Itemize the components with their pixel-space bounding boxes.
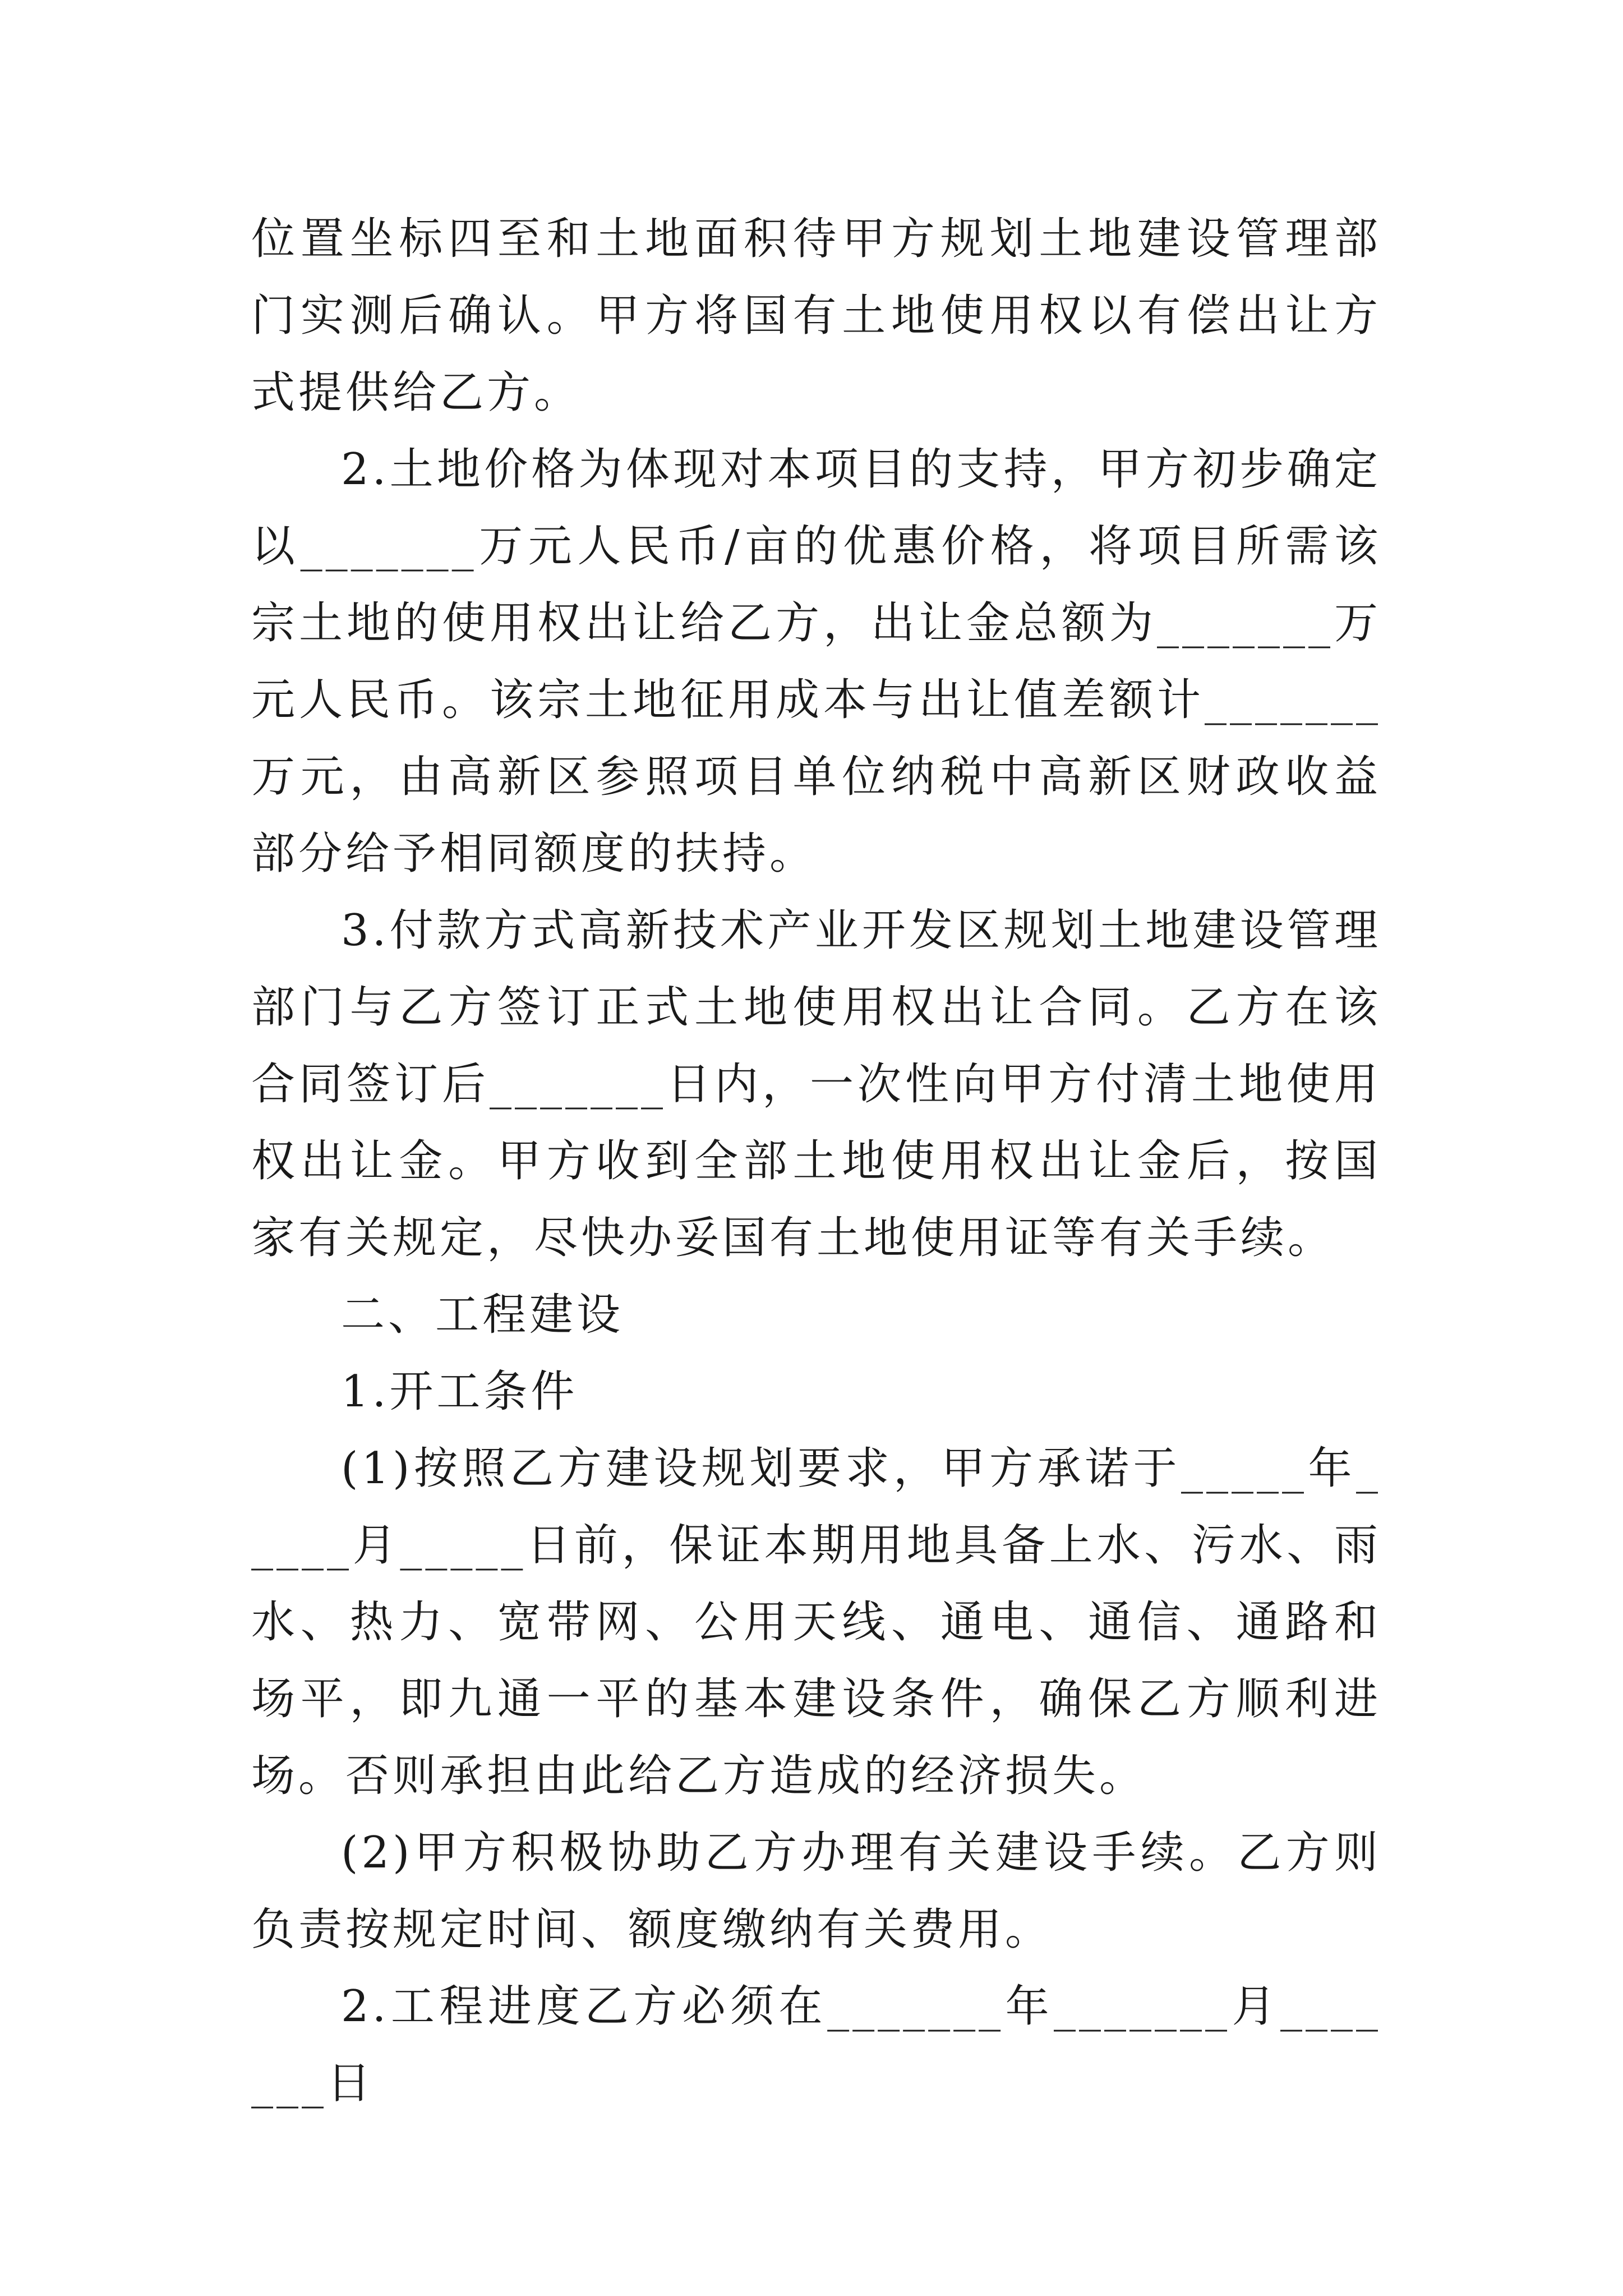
section-heading-construction: 二、工程建设: [341, 1290, 624, 1340]
paragraph-land-price: 2.土地价格为体现对本项目的支持，甲方初步确定以_______万元人民币/亩的优惠价格，将项目所需该宗土地的使用权出让给乙方，出让金总额为_______万元人民币。该宗土地征用成本与出让值差额计_______万元，由高新区参照项目单位纳税中高新区财政收益部分给予相同额度的扶持。: [251, 444, 1381, 879]
paragraph-condition-1: (1)按照乙方建设规划要求，甲方承诺于_____年_____月_____日前，保证本期用地具备上水、污水、雨水、热力、宽带网、公用天线、通电、通信、通路和场平，即九通一平的基本建设条件，确保乙方顺利进场。否则承担由此给乙方造成的经济损失。: [251, 1443, 1381, 1801]
subheading-start-conditions: 1.开工条件: [341, 1366, 578, 1417]
paragraph-payment-method: 3.付款方式高新技术产业开发区规划土地建设管理部门与乙方签订正式土地使用权出让合同。乙方在该合同签订后_______日内，一次性向甲方付清土地使用权出让金。甲方收到全部土地使用权出让金后，按国家有关规定，尽快办妥国有土地使用证等有关手续。: [251, 905, 1381, 1263]
paragraph-condition-2: (2)甲方积极协助乙方办理有关建设手续。乙方则负责按规定时间、额度缴纳有关费用。: [251, 1828, 1381, 1955]
paragraph-construction-schedule: 2.工程进度乙方必须在_______年_______月_______日: [251, 1981, 1381, 2109]
paragraph-land-location: 位置坐标四至和土地面积待甲方规划土地建设管理部门实测后确认。甲方将国有土地使用权以有偿出让方式提供给乙方。: [251, 214, 1381, 418]
document-body: [251, 201, 1381, 2122]
